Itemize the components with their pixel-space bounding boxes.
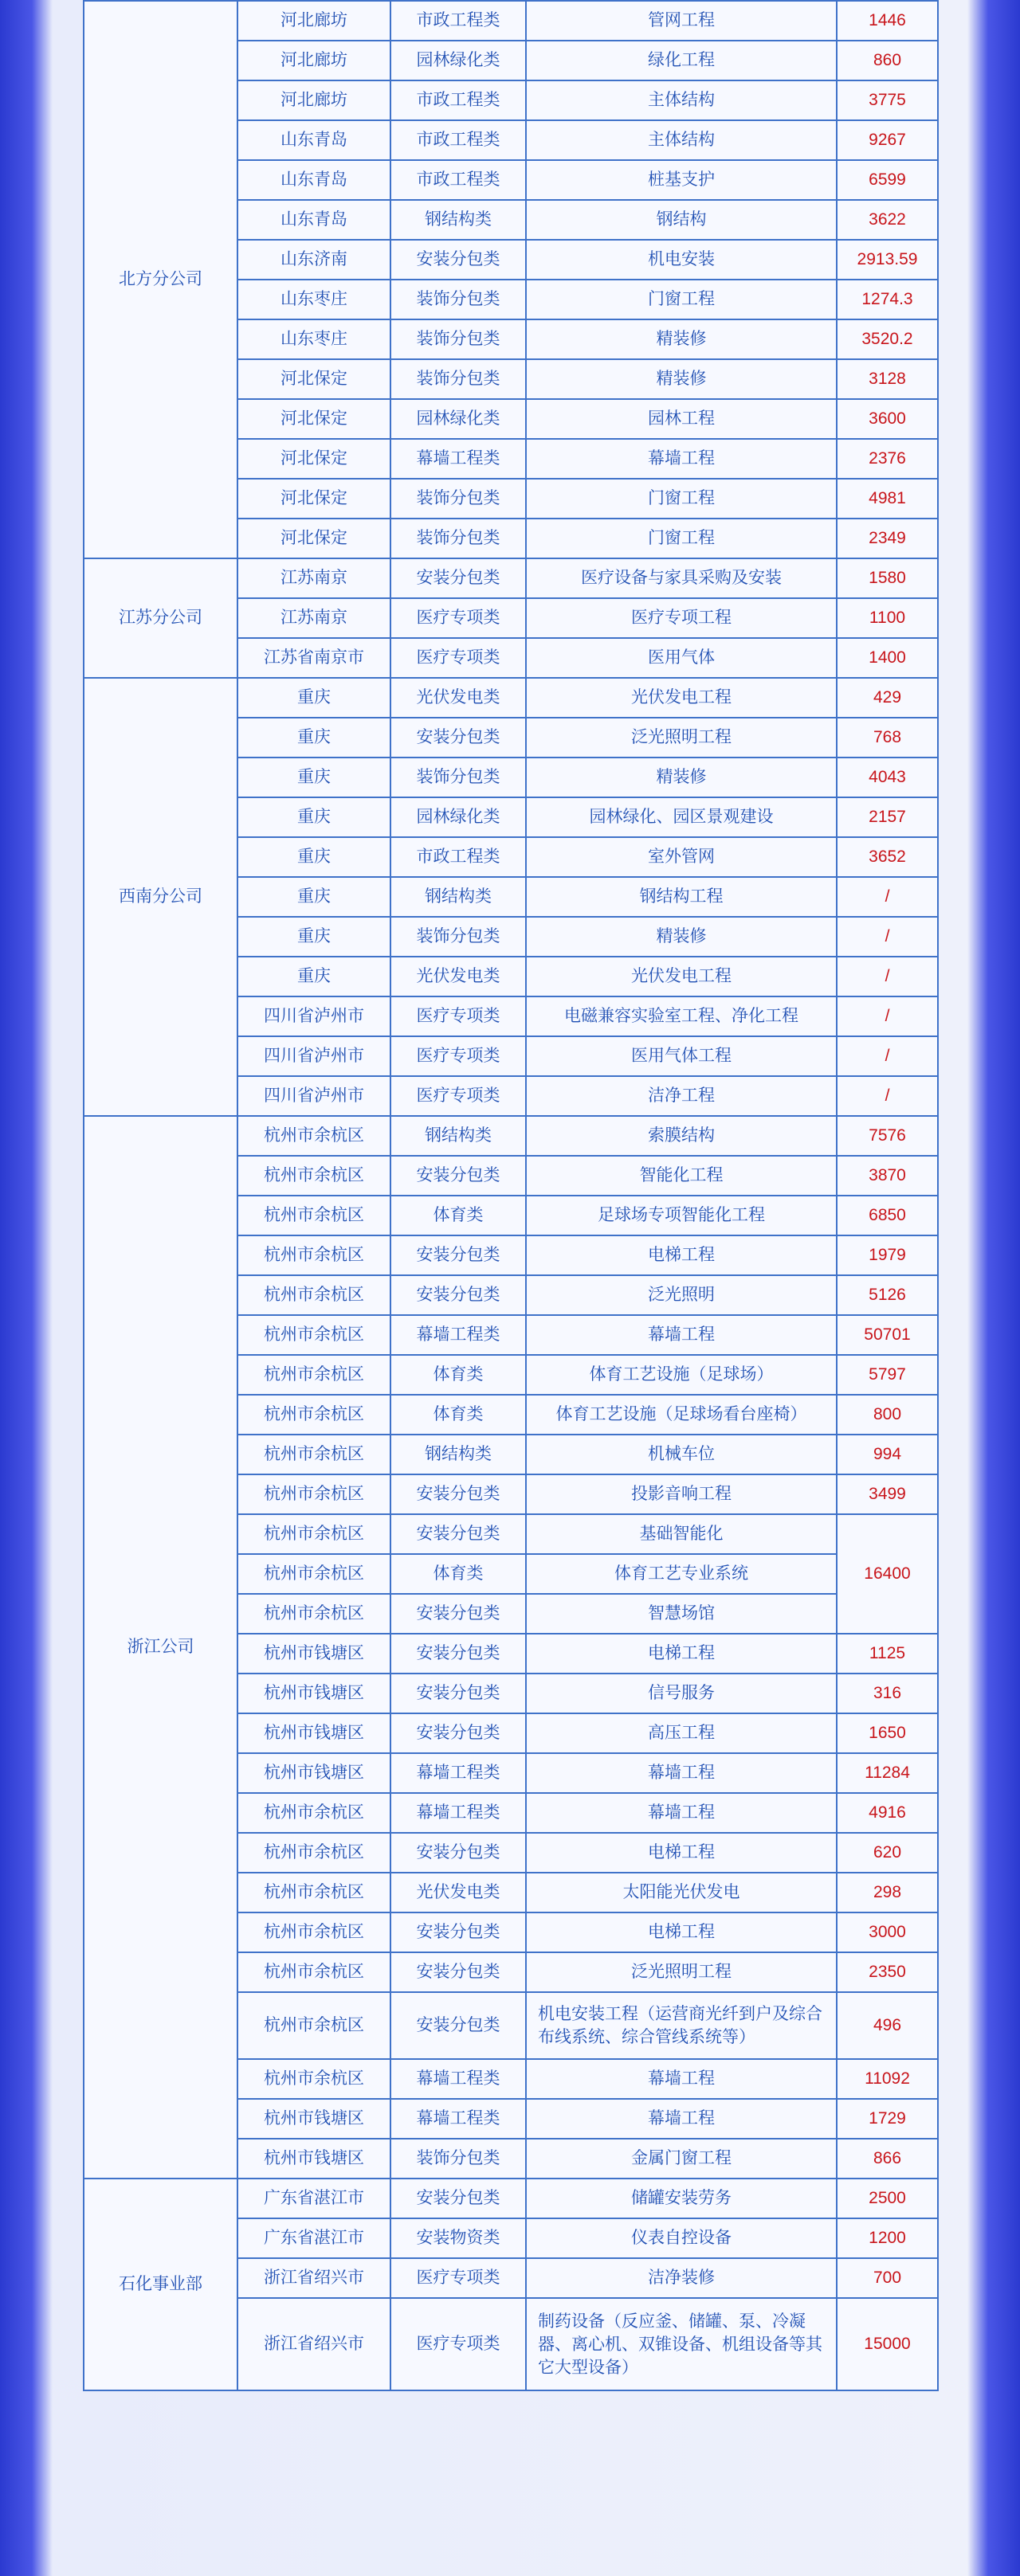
project-cell: 机电安装工程（运营商光纤到户及综合布线系统、综合管线系统等） [526,1992,837,2059]
project-cell: 精装修 [526,758,837,797]
location-cell: 重庆 [237,678,390,718]
amount-cell: 866 [837,2139,938,2179]
table-row [84,2179,938,2218]
amount-cell: 4043 [837,758,938,797]
project-cell: 泛光照明 [526,1275,837,1315]
amount-cell: 1729 [837,2099,938,2139]
amount-cell: 3000 [837,1912,938,1952]
category-cell: 装饰分包类 [390,280,526,319]
location-cell: 江苏省南京市 [237,638,390,678]
amount-cell: / [837,1036,938,1076]
location-cell: 河北廊坊 [237,1,390,41]
project-cell: 门窗工程 [526,519,837,558]
location-cell: 杭州市钱塘区 [237,2099,390,2139]
amount-cell: 800 [837,1395,938,1435]
project-cell: 洁净工程 [526,1076,837,1116]
project-cell: 绿化工程 [526,41,837,80]
location-cell: 杭州市余杭区 [237,1355,390,1395]
project-cell: 高压工程 [526,1713,837,1753]
category-cell: 安装分包类 [390,2179,526,2218]
category-cell: 安装分包类 [390,718,526,758]
location-cell: 杭州市余杭区 [237,1873,390,1912]
amount-cell: 1274.3 [837,280,938,319]
category-cell: 体育类 [390,1196,526,1235]
category-cell: 安装分包类 [390,1674,526,1713]
category-cell: 安装分包类 [390,240,526,280]
location-cell: 山东青岛 [237,160,390,200]
project-cell: 智能化工程 [526,1156,837,1196]
location-cell: 山东青岛 [237,200,390,240]
location-cell: 山东枣庄 [237,319,390,359]
category-cell: 园林绿化类 [390,797,526,837]
project-cell: 钢结构工程 [526,877,837,917]
project-cell: 主体结构 [526,120,837,160]
amount-cell: 9267 [837,120,938,160]
amount-cell: 316 [837,1674,938,1713]
category-cell: 市政工程类 [390,80,526,120]
project-cell: 光伏发电工程 [526,957,837,996]
branch-cell: 石化事业部 [84,2179,237,2390]
category-cell: 幕墙工程类 [390,1753,526,1793]
location-cell: 重庆 [237,758,390,797]
category-cell: 幕墙工程类 [390,2099,526,2139]
amount-cell: 860 [837,41,938,80]
project-cell: 体育工艺专业系统 [526,1554,837,1594]
amount-cell: 5797 [837,1355,938,1395]
table-row [84,1116,938,1156]
project-cell: 园林绿化、园区景观建设 [526,797,837,837]
amount-cell: / [837,1076,938,1116]
category-cell: 医疗专项类 [390,638,526,678]
category-cell: 装饰分包类 [390,319,526,359]
category-cell: 安装分包类 [390,1474,526,1514]
project-cell: 电梯工程 [526,1235,837,1275]
category-cell: 安装分包类 [390,1833,526,1873]
project-cell: 制药设备（反应釜、储罐、泵、冷凝器、离心机、双锥设备、机组设备等其它大型设备） [526,2298,837,2390]
amount-cell: 4916 [837,1793,938,1833]
amount-cell: 1400 [837,638,938,678]
amount-cell: 3870 [837,1156,938,1196]
category-cell: 体育类 [390,1395,526,1435]
project-cell: 电梯工程 [526,1634,837,1674]
category-cell: 幕墙工程类 [390,1793,526,1833]
project-cell: 门窗工程 [526,280,837,319]
amount-cell: 2376 [837,439,938,479]
location-cell: 杭州市余杭区 [237,1474,390,1514]
location-cell: 重庆 [237,797,390,837]
project-cell: 精装修 [526,917,837,957]
amount-cell: / [837,877,938,917]
project-cell: 洁净装修 [526,2258,837,2298]
amount-cell: 1200 [837,2218,938,2258]
project-cell: 桩基支护 [526,160,837,200]
category-cell: 装饰分包类 [390,479,526,519]
category-cell: 园林绿化类 [390,399,526,439]
location-cell: 浙江省绍兴市 [237,2258,390,2298]
category-cell: 园林绿化类 [390,41,526,80]
location-cell: 杭州市余杭区 [237,1554,390,1594]
location-cell: 广东省湛江市 [237,2218,390,2258]
project-cell: 金属门窗工程 [526,2139,837,2179]
location-cell: 杭州市余杭区 [237,1395,390,1435]
project-cell: 储罐安装劳务 [526,2179,837,2218]
category-cell: 安装分包类 [390,1713,526,1753]
location-cell: 河北廊坊 [237,41,390,80]
project-table-panel [83,0,937,2391]
category-cell: 装饰分包类 [390,917,526,957]
amount-cell: / [837,996,938,1036]
category-cell: 安装分包类 [390,1952,526,1992]
location-cell: 江苏南京 [237,598,390,638]
amount-cell: 3520.2 [837,319,938,359]
project-cell: 基础智能化 [526,1514,837,1554]
category-cell: 安装分包类 [390,558,526,598]
amount-cell: 6850 [837,1196,938,1235]
amount-cell: 15000 [837,2298,938,2390]
location-cell: 杭州市余杭区 [237,1156,390,1196]
category-cell: 安装分包类 [390,1235,526,1275]
project-cell: 幕墙工程 [526,439,837,479]
amount-cell: 1580 [837,558,938,598]
location-cell: 四川省泸州市 [237,996,390,1036]
amount-cell: 4981 [837,479,938,519]
location-cell: 杭州市余杭区 [237,1116,390,1156]
branch-cell: 浙江公司 [84,1116,237,2179]
project-cell: 医用气体工程 [526,1036,837,1076]
project-cell: 幕墙工程 [526,1753,837,1793]
location-cell: 杭州市余杭区 [237,1912,390,1952]
location-cell: 杭州市余杭区 [237,1833,390,1873]
category-cell: 市政工程类 [390,1,526,41]
category-cell: 幕墙工程类 [390,439,526,479]
category-cell: 体育类 [390,1554,526,1594]
location-cell: 四川省泸州市 [237,1036,390,1076]
category-cell: 安装分包类 [390,1912,526,1952]
location-cell: 山东济南 [237,240,390,280]
project-cell: 电磁兼容实验室工程、净化工程 [526,996,837,1036]
table-row [84,558,938,598]
amount-cell: 1979 [837,1235,938,1275]
project-cell: 泛光照明工程 [526,718,837,758]
project-cell: 光伏发电工程 [526,678,837,718]
amount-cell: 3600 [837,399,938,439]
category-cell: 钢结构类 [390,877,526,917]
project-cell: 室外管网 [526,837,837,877]
category-cell: 安装分包类 [390,1634,526,1674]
branch-cell: 江苏分公司 [84,558,237,678]
project-cell: 投影音响工程 [526,1474,837,1514]
amount-cell: 1446 [837,1,938,41]
location-cell: 杭州市余杭区 [237,1793,390,1833]
amount-cell: 496 [837,1992,938,2059]
project-cell: 门窗工程 [526,479,837,519]
location-cell: 杭州市余杭区 [237,2059,390,2099]
location-cell: 河北保定 [237,399,390,439]
location-cell: 四川省泸州市 [237,1076,390,1116]
amount-cell: 50701 [837,1315,938,1355]
category-cell: 体育类 [390,1355,526,1395]
location-cell: 浙江省绍兴市 [237,2298,390,2390]
location-cell: 杭州市钱塘区 [237,1674,390,1713]
category-cell: 装饰分包类 [390,359,526,399]
project-cell: 医用气体 [526,638,837,678]
location-cell: 河北保定 [237,519,390,558]
amount-cell: 700 [837,2258,938,2298]
amount-cell: 3775 [837,80,938,120]
location-cell: 杭州市余杭区 [237,1992,390,2059]
amount-cell: 5126 [837,1275,938,1315]
category-cell: 医疗专项类 [390,2298,526,2390]
amount-cell: 3652 [837,837,938,877]
amount-cell: 1125 [837,1634,938,1674]
project-cell: 幕墙工程 [526,2059,837,2099]
amount-cell: 3622 [837,200,938,240]
amount-cell: 298 [837,1873,938,1912]
category-cell: 医疗专项类 [390,598,526,638]
location-cell: 重庆 [237,957,390,996]
project-cell: 体育工艺设施（足球场） [526,1355,837,1395]
amount-cell: 3499 [837,1474,938,1514]
amount-cell: 1650 [837,1713,938,1753]
category-cell: 医疗专项类 [390,1036,526,1076]
project-cell: 精装修 [526,359,837,399]
project-cell: 索膜结构 [526,1116,837,1156]
category-cell: 市政工程类 [390,837,526,877]
amount-cell: 2500 [837,2179,938,2218]
project-cell: 医疗专项工程 [526,598,837,638]
category-cell: 医疗专项类 [390,2258,526,2298]
amount-cell: 2913.59 [837,240,938,280]
category-cell: 医疗专项类 [390,996,526,1036]
branch-cell: 北方分公司 [84,1,237,558]
project-table [83,0,939,2391]
location-cell: 河北保定 [237,439,390,479]
category-cell: 市政工程类 [390,160,526,200]
category-cell: 安装分包类 [390,1594,526,1634]
category-cell: 钢结构类 [390,200,526,240]
location-cell: 杭州市钱塘区 [237,1753,390,1793]
project-cell: 电梯工程 [526,1912,837,1952]
category-cell: 钢结构类 [390,1116,526,1156]
category-cell: 钢结构类 [390,1435,526,1474]
location-cell: 杭州市余杭区 [237,1952,390,1992]
category-cell: 安装分包类 [390,1992,526,2059]
amount-cell: 620 [837,1833,938,1873]
amount-cell: 2350 [837,1952,938,1992]
category-cell: 装饰分包类 [390,519,526,558]
location-cell: 山东枣庄 [237,280,390,319]
amount-cell: 16400 [837,1514,938,1634]
project-cell: 电梯工程 [526,1833,837,1873]
location-cell: 杭州市钱塘区 [237,1634,390,1674]
location-cell: 重庆 [237,837,390,877]
project-cell: 机械车位 [526,1435,837,1474]
branch-cell: 西南分公司 [84,678,237,1116]
location-cell: 山东青岛 [237,120,390,160]
project-cell: 幕墙工程 [526,1793,837,1833]
project-cell: 智慧场馆 [526,1594,837,1634]
project-cell: 主体结构 [526,80,837,120]
category-cell: 医疗专项类 [390,1076,526,1116]
project-cell: 足球场专项智能化工程 [526,1196,837,1235]
table-row [84,1,938,41]
project-cell: 幕墙工程 [526,1315,837,1355]
location-cell: 杭州市余杭区 [237,1315,390,1355]
location-cell: 河北保定 [237,359,390,399]
amount-cell: 3128 [837,359,938,399]
category-cell: 光伏发电类 [390,957,526,996]
location-cell: 杭州市余杭区 [237,1435,390,1474]
amount-cell: 11092 [837,2059,938,2099]
location-cell: 杭州市余杭区 [237,1514,390,1554]
project-table-body [84,1,938,2390]
amount-cell: 1100 [837,598,938,638]
location-cell: 杭州市余杭区 [237,1196,390,1235]
amount-cell: 429 [837,678,938,718]
project-cell: 园林工程 [526,399,837,439]
location-cell: 杭州市余杭区 [237,1235,390,1275]
amount-cell: 994 [837,1435,938,1474]
amount-cell: 768 [837,718,938,758]
amount-cell: / [837,957,938,996]
category-cell: 光伏发电类 [390,678,526,718]
location-cell: 河北保定 [237,479,390,519]
category-cell: 装饰分包类 [390,758,526,797]
project-cell: 机电安装 [526,240,837,280]
location-cell: 杭州市钱塘区 [237,1713,390,1753]
category-cell: 装饰分包类 [390,2139,526,2179]
location-cell: 重庆 [237,877,390,917]
amount-cell: / [837,917,938,957]
category-cell: 安装分包类 [390,1275,526,1315]
project-cell: 仪表自控设备 [526,2218,837,2258]
location-cell: 杭州市余杭区 [237,1594,390,1634]
category-cell: 幕墙工程类 [390,1315,526,1355]
location-cell: 重庆 [237,917,390,957]
project-cell: 体育工艺设施（足球场看台座椅） [526,1395,837,1435]
amount-cell: 2349 [837,519,938,558]
category-cell: 安装物资类 [390,2218,526,2258]
location-cell: 广东省湛江市 [237,2179,390,2218]
category-cell: 市政工程类 [390,120,526,160]
amount-cell: 11284 [837,1753,938,1793]
category-cell: 安装分包类 [390,1156,526,1196]
project-cell: 钢结构 [526,200,837,240]
table-row [84,678,938,718]
location-cell: 江苏南京 [237,558,390,598]
location-cell: 杭州市余杭区 [237,1275,390,1315]
project-cell: 信号服务 [526,1674,837,1713]
project-cell: 太阳能光伏发电 [526,1873,837,1912]
location-cell: 杭州市钱塘区 [237,2139,390,2179]
amount-cell: 6599 [837,160,938,200]
project-cell: 管网工程 [526,1,837,41]
project-cell: 泛光照明工程 [526,1952,837,1992]
location-cell: 重庆 [237,718,390,758]
amount-cell: 2157 [837,797,938,837]
category-cell: 安装分包类 [390,1514,526,1554]
project-cell: 幕墙工程 [526,2099,837,2139]
project-cell: 医疗设备与家具采购及安装 [526,558,837,598]
category-cell: 幕墙工程类 [390,2059,526,2099]
amount-cell: 7576 [837,1116,938,1156]
project-cell: 精装修 [526,319,837,359]
location-cell: 河北廊坊 [237,80,390,120]
category-cell: 光伏发电类 [390,1873,526,1912]
